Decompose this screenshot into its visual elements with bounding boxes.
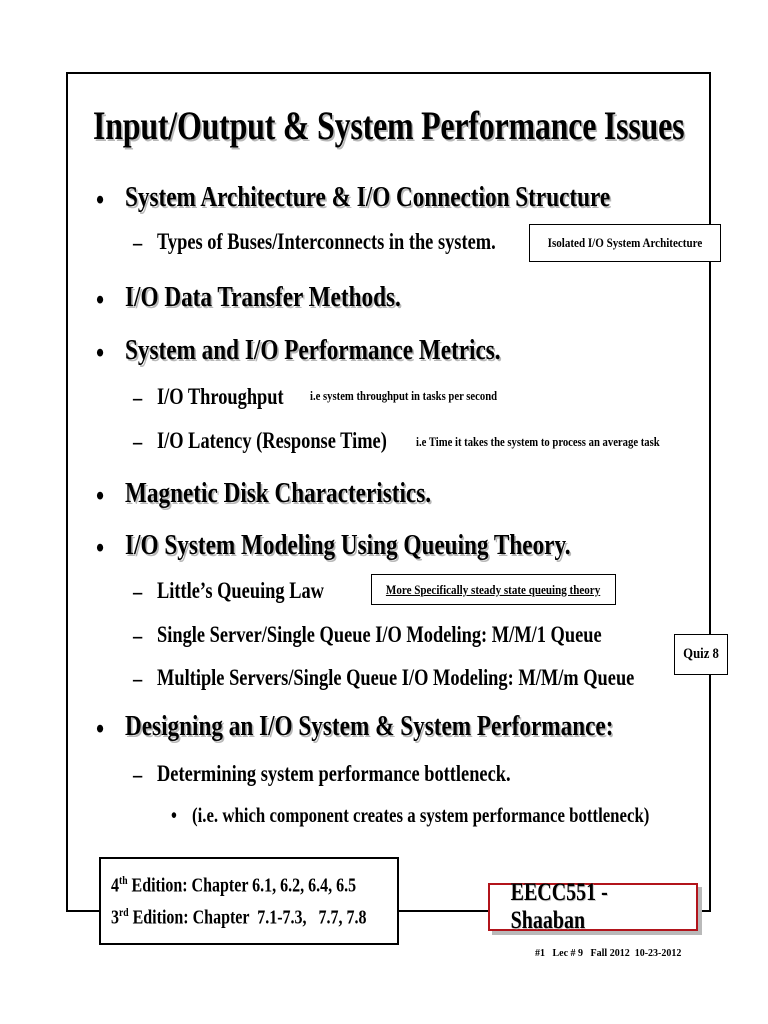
bullet-io-transfer-methods: I/O Data Transfer Methods.	[125, 281, 401, 313]
sub-bullet-littles-law: Little’s Queuing Law	[157, 578, 324, 603]
dash-marker: –	[133, 666, 143, 691]
dash-marker: –	[133, 623, 143, 648]
slide-title: Input/Output & System Performance Issues	[93, 103, 685, 148]
sub-sub-bullet-marker: •	[171, 803, 177, 827]
course-signature-box	[488, 879, 698, 934]
edition-3-text: Edition: Chapter 7.1-7.3, 7.7, 7.8	[128, 906, 367, 929]
sub-bullet-io-latency: I/O Latency (Response Time)	[157, 428, 387, 453]
sub-bullet-bus-types: Types of Buses/Interconnects in the system.	[157, 229, 496, 254]
edition-4-number: 4	[111, 874, 119, 897]
sub-bullet-bottleneck: Determining system performance bottleneck.	[157, 761, 511, 786]
bullet-marker: •	[96, 284, 105, 316]
slide-footer: #1 Lec # 9 Fall 2012 10-23-2012	[535, 948, 682, 959]
bullet-magnetic-disk: Magnetic Disk Characteristics.	[125, 477, 432, 509]
throughput-note: i.e system throughput in tasks per second	[310, 388, 498, 403]
edition-3-line	[111, 905, 367, 930]
edition-4-text: Edition: Chapter 6.1, 6.2, 6.4, 6.5	[127, 874, 357, 897]
frame-bottom-middle	[398, 910, 490, 912]
edition-3-number: 3	[111, 906, 119, 929]
dash-marker: –	[133, 385, 143, 410]
bullet-marker: •	[96, 532, 105, 564]
bullet-marker: •	[96, 337, 105, 369]
steady-state-callout-text: More Specifically steady state queuing theory	[386, 581, 601, 597]
steady-state-callout	[371, 574, 616, 605]
sub-bullet-mm1-queue: Single Server/Single Queue I/O Modeling: M/M/1 Queue	[157, 622, 602, 647]
bullet-marker: •	[96, 184, 105, 216]
isolated-io-callout-text: Isolated I/O System Architecture	[547, 235, 703, 250]
sub-bullet-io-throughput: I/O Throughput	[157, 384, 284, 409]
course-signature: EECC551 - Shaaban	[510, 879, 608, 934]
frame-bottom-right	[700, 910, 711, 912]
edition-3-suffix: rd	[119, 905, 129, 919]
latency-note: i.e Time it takes the system to process an average task	[416, 434, 660, 449]
bullet-marker: •	[96, 480, 105, 512]
quiz-callout	[674, 634, 728, 675]
dash-marker: –	[133, 762, 143, 787]
frame-bottom-left	[66, 910, 100, 912]
bullet-marker: •	[96, 713, 105, 745]
bullet-queuing-theory: I/O System Modeling Using Queuing Theory.	[125, 529, 571, 561]
edition-4-line	[111, 873, 356, 898]
isolated-io-callout	[529, 224, 721, 262]
bullet-system-architecture: System Architecture & I/O Connection Structure	[125, 181, 611, 213]
dash-marker: –	[133, 579, 143, 604]
sub-sub-bullet-bottleneck-component: (i.e. which component creates a system performance bottleneck)	[192, 803, 650, 827]
quiz-callout-text: Quiz 8	[683, 646, 719, 662]
dash-marker: –	[133, 429, 143, 454]
bullet-designing-io-system: Designing an I/O System & System Performance:	[125, 710, 614, 742]
edition-4-suffix: th	[119, 873, 128, 887]
dash-marker: –	[133, 230, 143, 255]
edition-reference-box	[99, 857, 399, 945]
sub-bullet-mmm-queue: Multiple Servers/Single Queue I/O Modeling: M/M/m Queue	[157, 665, 635, 690]
bullet-performance-metrics: System and I/O Performance Metrics.	[125, 334, 501, 366]
